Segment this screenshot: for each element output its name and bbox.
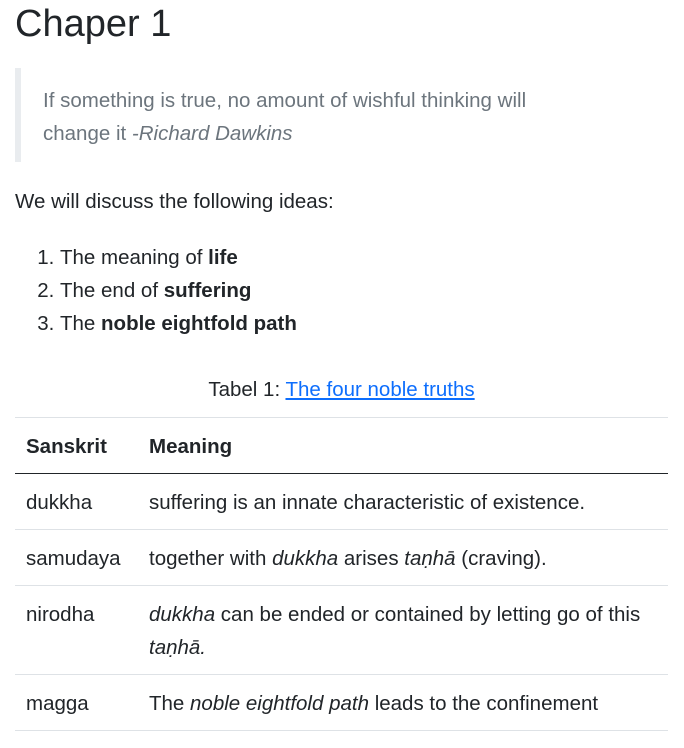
meaning-text: leads to the confinement [369,692,599,715]
list-item-text: The meaning of [60,246,209,269]
meaning-text: (craving). [455,547,547,570]
list-item [60,307,297,340]
meaning-text: together with [149,547,273,570]
caption-link[interactable]: The four noble truths [285,378,475,401]
table-row [15,675,668,731]
list-item-bold: suffering [163,279,252,302]
meaning-text: can be ended or contained by letting go of this [215,603,641,626]
meaning-text: The [149,692,191,715]
meaning-text: arises [338,547,405,570]
list-item [60,274,297,307]
cell-meaning [138,586,668,675]
table-row [15,474,668,530]
meaning-text: suffering is an innate characteristic of existence. [149,491,586,514]
ideas-list [15,241,297,340]
cell-meaning [138,530,668,586]
cell-sanskrit: nirodha [15,586,138,675]
meaning-italic-text: taṇhā. [149,636,206,659]
caption-prefix: Tabel 1: [208,378,286,401]
noble-truths-table [15,417,668,731]
header-sanskrit: Sanskrit [15,418,138,474]
table-caption [15,375,668,405]
quote-author: -Richard Dawkins [131,122,293,145]
list-item [60,241,297,274]
list-item-text: The [60,312,102,335]
meaning-italic-text: dukkha [272,547,339,570]
epigraph-quote [15,68,565,162]
chapter-title: Chaper 1 [15,3,172,45]
list-item-bold: life [208,246,238,269]
cell-sanskrit: dukkha [15,474,138,530]
list-item-text: The end of [60,279,164,302]
meaning-italic-text: taṇhā [404,547,456,570]
table-row [15,586,668,675]
table-header-row [15,418,668,474]
quote-text: If something is true, no amount of wishful thinking will change it [43,89,527,145]
meaning-italic-text: dukkha [149,603,216,626]
cell-meaning [138,675,668,731]
cell-sanskrit: samudaya [15,530,138,586]
table-row [15,530,668,586]
header-meaning: Meaning [138,418,668,474]
list-item-bold: noble eightfold path [101,312,297,335]
cell-meaning [138,474,668,530]
meaning-italic-text: noble eightfold path [190,692,369,715]
intro-text: We will discuss the following ideas: [15,190,334,213]
cell-sanskrit: magga [15,675,138,731]
